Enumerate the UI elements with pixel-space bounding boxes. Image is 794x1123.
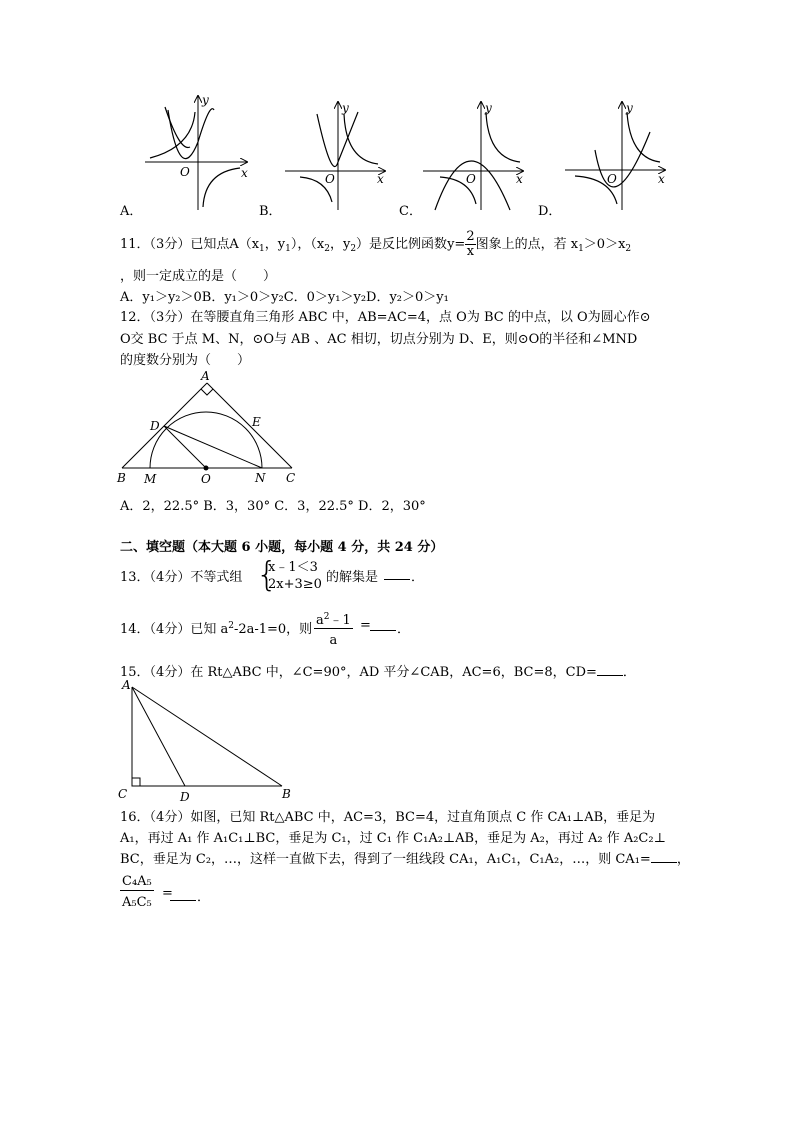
q16-line3-end: ，	[676, 852, 690, 867]
graph-option-a: A．	[120, 204, 143, 219]
q15-figure	[112, 677, 302, 802]
q15-label-b: B	[282, 787, 291, 801]
q14-denominator: a	[329, 633, 338, 648]
q16-fraction	[120, 874, 154, 911]
q12-label-n: N	[255, 471, 266, 485]
q13-suffix: 的解集是	[326, 570, 379, 585]
graph-c	[423, 101, 523, 210]
q15-answer-blank[interactable]	[597, 664, 623, 676]
q16-answer-blank-2[interactable]	[170, 889, 196, 901]
q16-line3	[120, 848, 690, 867]
q12-line2: O交 BC 于点 M、N，⊙O与 AB 、AC 相切，切点分别为 D、E，则⊙O的半径和∠MND	[120, 332, 638, 347]
q16-answer-blank-1[interactable]	[651, 851, 677, 863]
q11-fraction: $\frac{2}{x}$	[466, 229, 475, 259]
graph-a-y-label: y	[202, 93, 209, 107]
q16-end: ．	[197, 890, 211, 905]
q11-options: A．y₁＞y₂＞0B．y₁＞0＞y₂C．0＞y₁＞y₂D．y₂＞0＞y₁	[120, 290, 449, 305]
q14-stem	[120, 618, 312, 637]
q11-fn-lhs: y=	[447, 237, 466, 252]
graph-option-c: C．	[399, 204, 422, 219]
q12-label-e: E	[252, 415, 261, 429]
section2-heading: 二、填空题（本大题 6 小题，每小题 4 分，共 24 分）	[120, 540, 444, 555]
q15-label-c: C	[118, 787, 128, 801]
q14-mid: -2a-1=0，则	[233, 622, 313, 637]
q11-p4: ）是反比例函数	[356, 237, 448, 252]
q11-p1: ，y	[264, 237, 286, 252]
q11-line2: ，则一定成立的是（ ）	[120, 269, 277, 284]
q11-p5: 图象上的点，若 x	[475, 237, 579, 252]
q15-end: ．	[622, 665, 636, 680]
q15-label-a: A	[122, 678, 131, 692]
q14-answer-blank[interactable]	[370, 619, 396, 631]
graph-option-d: D．	[538, 204, 562, 219]
q12-options: A．2，22.5° B．3，30° C．3，22.5° D．2，30°	[120, 499, 426, 514]
q12-label-d: D	[150, 419, 160, 433]
graph-a	[145, 93, 248, 210]
q16-line1: 16．（4分）如图，已知 Rt△ABC 中，AC=3，BC=4，过直角顶点 C 作 CA₁⊥AB，垂足为	[120, 810, 656, 825]
q13-prefix: 13．（4分）不等式组	[120, 570, 243, 585]
graph-option-b: B．	[259, 204, 282, 219]
q10-graphs	[110, 92, 690, 217]
q13-answer-blank[interactable]	[384, 568, 410, 580]
graph-c-x-label: x	[516, 172, 523, 186]
q13-ineq1: x﹣1＜3	[268, 560, 318, 575]
q14-prefix: 14．（4分）已知 a	[120, 622, 229, 637]
q12-line3: 的度数分别为（ ）	[120, 353, 251, 368]
q14-eq: =	[360, 618, 371, 633]
q12-label-b: B	[117, 471, 126, 485]
graph-d-y-label: y	[626, 101, 633, 115]
graph-d-x-label: x	[658, 172, 665, 186]
q12-line1: 12．（3分）在等腰直角三角形 ABC 中，AB=AC=4，点 O为 BC 的中点，以 O为圆心作⊙	[120, 310, 651, 325]
q16-line2: A₁，再过 A₁ 作 A₁C₁⊥BC，垂足为 C₁，过 C₁ 作 C₁A₂⊥AB，垂足为 A₂，再过 A₂ 作 A₂C₂⊥	[120, 831, 666, 846]
graph-b-x-label: x	[377, 172, 384, 186]
q14-exp: 2	[228, 621, 234, 631]
q16-denominator: A₅C₅	[122, 895, 152, 910]
q14-end: ．	[397, 622, 411, 637]
q11-p3: ，y	[329, 237, 351, 252]
q11-num: 11．（3分）已知点A（x	[120, 237, 260, 252]
q15-text: 15．（4分）在 Rt△ABC 中，∠C=90°，AD 平分∠CAB，AC=6，BC=8，CD=	[120, 665, 597, 680]
q11-p6: ＞0＞x	[583, 237, 626, 252]
q12-label-m: M	[144, 472, 157, 486]
q11-p2: ），（x	[290, 237, 325, 252]
q14-fraction	[314, 610, 353, 648]
q12-label-c: C	[286, 471, 296, 485]
q16-numerator: C₄A₅	[122, 874, 152, 889]
q12-figure	[112, 368, 312, 488]
graph-c-y-label: y	[485, 101, 492, 115]
graph-a-origin: O	[180, 165, 190, 179]
q16-line3-text: BC，垂足为 C₂，…，这样一直做下去，得到了一组线段 CA₁，A₁C₁，C₁A₂，…，则 CA₁=	[120, 852, 651, 867]
q13-brace: {	[256, 555, 278, 595]
q13-end: ．	[411, 570, 425, 585]
q13-ineq2: 2x+3≥0	[268, 577, 322, 592]
q12-label-a: A	[201, 369, 210, 383]
graph-a-x-label: x	[241, 166, 248, 180]
q14-numerator: $a^2﹣1$	[316, 612, 351, 628]
q16-frac-eq: =	[162, 886, 173, 901]
graph-b-origin: O	[325, 172, 335, 186]
graph-b-y-label: y	[342, 101, 349, 115]
q15-label-d: D	[180, 790, 190, 802]
graph-d-origin: O	[607, 172, 617, 186]
graph-d	[565, 101, 665, 210]
q12-label-o: O	[201, 472, 211, 486]
q11-stem: 11．（3分）已知点$A(x_1$，$y_1$），（$x_2$，$y_2$）是反比例函数y= $\frac{2}{x}$ 图象上的点，若 $x_1>0>x_2$	[120, 229, 632, 259]
graph-b	[285, 101, 385, 210]
graph-c-origin: O	[466, 172, 476, 186]
